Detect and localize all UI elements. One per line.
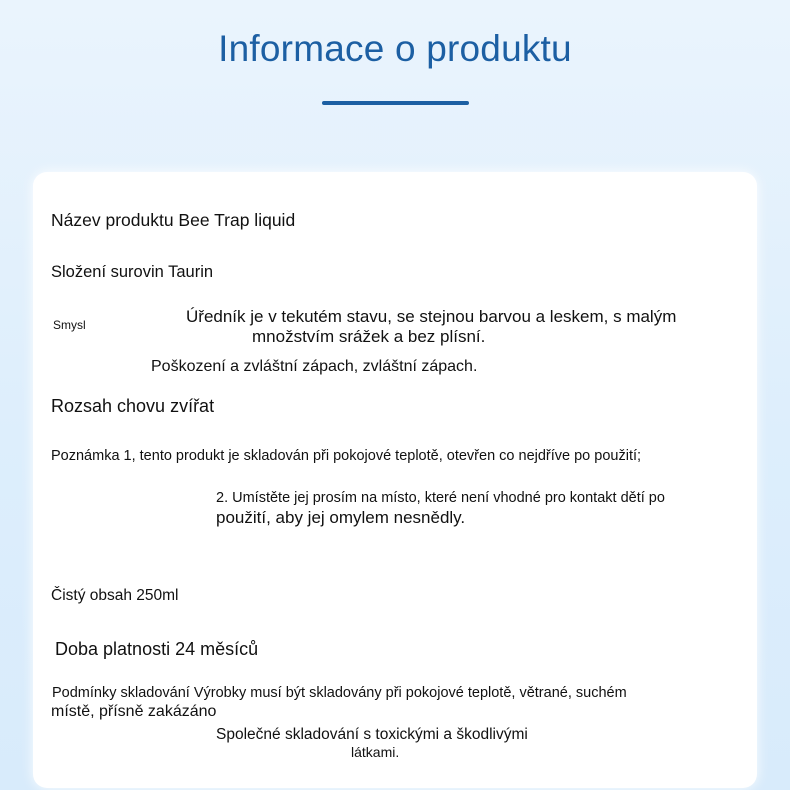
sense-text-line1: Úředník je v tekutém stavu, se stejnou barvou a leskem, s malým [186, 307, 677, 326]
net-content: Čistý obsah 250ml [51, 587, 179, 604]
storage-line4: látkami. [351, 744, 400, 760]
note-2-line1: 2. Umístěte jej prosím na místo, které není vhodné pro kontakt dětí po [216, 490, 665, 506]
sense-text-line2: množstvím srážek a bez plísní. [252, 327, 486, 346]
damage-text: Poškození a zvláštní zápach, zvláštní zápach. [151, 358, 478, 375]
product-name: Název produktu Bee Trap liquid [51, 210, 296, 230]
title-underline [322, 101, 469, 105]
ingredients: Složení surovin Taurin [51, 263, 214, 281]
animal-range: Rozsah chovu zvířat [51, 396, 215, 416]
note-1: Poznámka 1, tento produkt je skladován při pokojové teplotě, otevřen co nejdříve po použití; [51, 448, 642, 464]
storage-line3: Společné skladování s toxickými a škodlivými [216, 726, 528, 743]
note-2-line2: použití, aby jej omylem nesnědly. [216, 508, 466, 527]
page-title: Informace o produktu [218, 28, 572, 69]
storage-line2: místě, přísně zakázáno [51, 703, 217, 720]
sense-label: Smysl [53, 318, 86, 332]
shelf-life: Doba platnosti 24 měsíců [55, 639, 259, 659]
storage-line1: Podmínky skladování Výrobky musí být skladovány při pokojové teplotě, větrané, suchém [52, 685, 627, 701]
